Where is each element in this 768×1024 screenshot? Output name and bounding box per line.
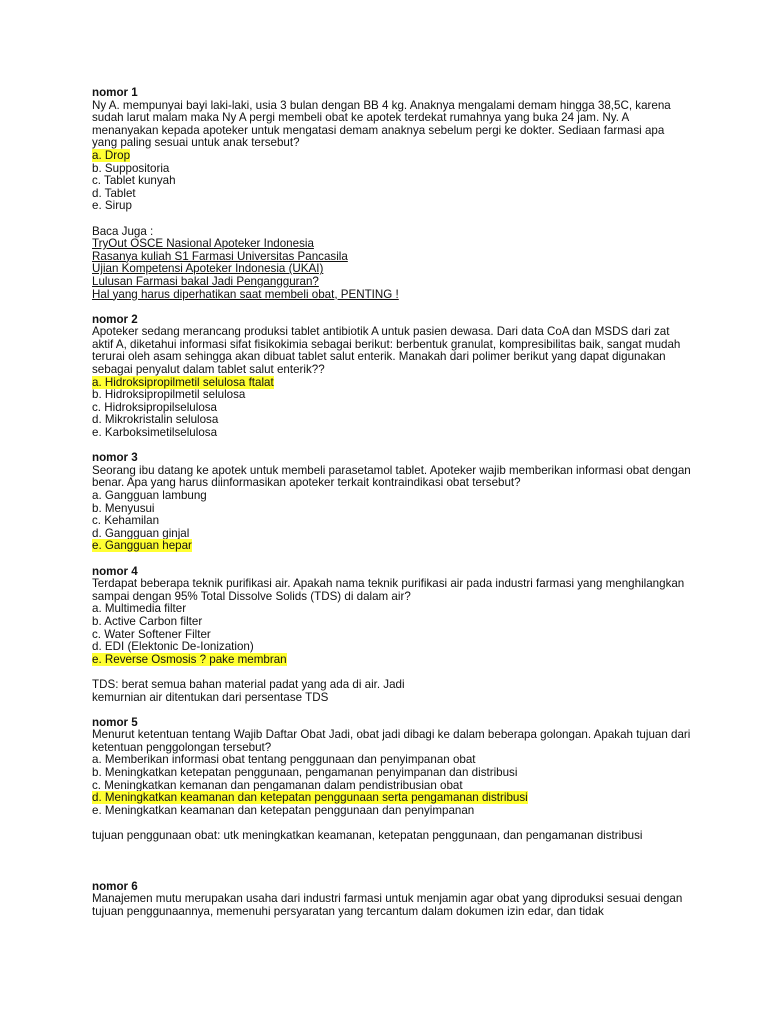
spacer [92,301,692,314]
question-3-option-d: d. Gangguan ginjal [92,526,190,540]
read-also-section [92,226,692,302]
question-5-option-e: e. Meningkatkan keamanan dan ketepatan penggunaan dan penyimpanan [92,803,475,817]
answer-highlight: a. Drop [92,148,131,162]
question-2 [92,314,692,440]
question-5-option-b: b. Meningkatkan ketepatan penggunaan, pengamanan penyimpanan dan distribusi [92,766,518,780]
question-4-option-c: c. Water Softener Filter [92,627,211,641]
question-6 [92,881,692,919]
read-also-label: Baca Juga : [92,224,154,238]
question-1-option-b: b. Suppositoria [92,161,170,175]
answer-highlight: e. Gangguan hepar [92,539,192,553]
answer-highlight: e. Reverse Osmosis ? pake membran [92,652,287,666]
answer-highlight: d. Meningkatkan keamanan dan ketepatan penggunaan serta pengamanan distribusi [92,791,528,805]
question-4-option-a: a. Multimedia filter [92,602,187,616]
read-also-link-tryout-osce[interactable]: TryOut OSCE Nasional Apoteker Indonesia [92,237,314,251]
spacer [92,704,692,717]
question-5-option-a: a. Memberikan informasi obat tentang penggunaan dan penyimpanan obat [92,753,476,767]
question-3 [92,452,692,553]
question-6-text: Manajemen mutu merupakan usaha dari industri farmasi untuk menjamin agar obat yang diproduksi sesuai dengan tujuan penggunaannya, memenuhi persyaratan yang tercantum dalam dokumen izin edar, dan tidak [92,892,683,918]
question-1-option-a [92,150,692,163]
question-4-option-d: d. EDI (Elektonic De-Ionization) [92,640,254,654]
question-3-title: nomor 3 [92,451,138,465]
question-2-option-b: b. Hidroksipropilmetil selulosa [92,388,246,402]
question-3-option-b: b. Menyusui [92,501,155,515]
question-4-option-b: b. Active Carbon filter [92,614,203,628]
question-2-text: Apoteker sedang merancang produksi tablet antibiotik A untuk pasien dewasa. Dari data CoA dan MSDS dari zat aktif A, diketahui informasi sifat fisikokimia sebagai berikut: berbentuk granulat, kompresibilitas baik, sangat mudah terurai oleh asam sehingga akan dibuat tablet salut enterik. Manakah dari polimer berikut yang dapat digunakan sebagai penyalut dalam tablet salut enterik?? [92,325,681,377]
document-page [92,87,692,918]
spacer [92,553,692,566]
question-2-option-d: d. Mikrokristalin selulosa [92,413,219,427]
read-also-link-ukai[interactable]: Ujian Kompetensi Apoteker Indonesia (UKAI) [92,262,324,276]
question-5 [92,717,692,843]
question-5-note: tujuan penggunaan obat: utk meningkatkan keamanan, ketepatan penggunaan, dan pengamanan distribusi [92,829,643,843]
answer-highlight: a. Hidroksipropilmetil selulosa ftalat [92,375,274,389]
question-4 [92,566,692,705]
question-4-title: nomor 4 [92,564,138,578]
question-1-option-c: c. Tablet kunyah [92,174,176,188]
spacer [92,843,692,881]
read-also-link-lulusan-farmasi[interactable]: Lulusan Farmasi bakal Jadi Pengangguran? [92,274,319,288]
question-1 [92,87,692,213]
question-5-option-d [92,792,692,805]
read-also-link-membeli-obat[interactable]: Hal yang harus diperhatikan saat membeli obat, PENTING ! [92,287,399,301]
question-3-option-a: a. Gangguan lambung [92,489,207,502]
spacer [92,440,692,453]
question-2-option-e: e. Karboksimetilselulosa [92,426,218,440]
question-5-text: Menurut ketentuan tentang Wajib Daftar Obat Jadi, obat jadi dibagi ke dalam beberapa golongan. Apakah tujuan dari ketentuan penggolongan tersebut? [92,728,691,754]
question-1-option-e: e. Sirup [92,199,132,213]
question-4-text: Terdapat beberapa teknik purifikasi air. Apakah nama teknik purifikasi air pada industri farmasi yang menghilangkan sampai dengan 95% Total Dissolve Solids (TDS) di dalam air? [92,577,685,603]
question-3-option-c: c. Kehamilan [92,514,160,528]
question-3-text: Seorang ibu datang ke apotek untuk membeli parasetamol tablet. Apoteker wajib memberikan informasi obat dengan benar. Apa yang harus diinformasikan apoteker terkait kontraindikasi obat tersebut? [92,463,691,490]
read-also-link-kuliah-farmasi[interactable]: Rasanya kuliah S1 Farmasi Universitas Pancasila [92,249,348,263]
question-2-title: nomor 2 [92,312,138,326]
question-5-title: nomor 5 [92,715,138,729]
question-6-title: nomor 6 [92,879,138,893]
question-1-title: nomor 1 [92,86,138,99]
question-4-note-line-2: kemurnian air ditentukan dari persentase TDS [92,690,329,704]
question-1-text: Ny A. mempunyai bayi laki-laki, usia 3 bulan dengan BB 4 kg. Anaknya mengalami demam hingga 38,5C, karena sudah larut malam maka Ny A pergi membeli obat ke apotek terdekat rumahnya yang buka 24 jam. Ny. A menanyakan kepada apoteker untuk mengatasi demam anaknya sebelum pergi ke dokter. Sediaan farmasi apa yang paling sesuai untuk anak tersebut? [92,98,671,150]
spacer [92,213,692,226]
question-4-note-line-1: TDS: berat semua bahan material padat yang ada di air. Jadi [92,677,405,691]
question-1-option-d: d. Tablet [92,186,136,200]
question-3-option-e [92,540,692,553]
question-5-option-c: c. Meningkatkan kemanan dan pengamanan dalam pendistribusian obat [92,778,463,792]
question-4-option-e [92,654,692,667]
question-2-option-c: c. Hidroksipropilselulosa [92,400,218,414]
